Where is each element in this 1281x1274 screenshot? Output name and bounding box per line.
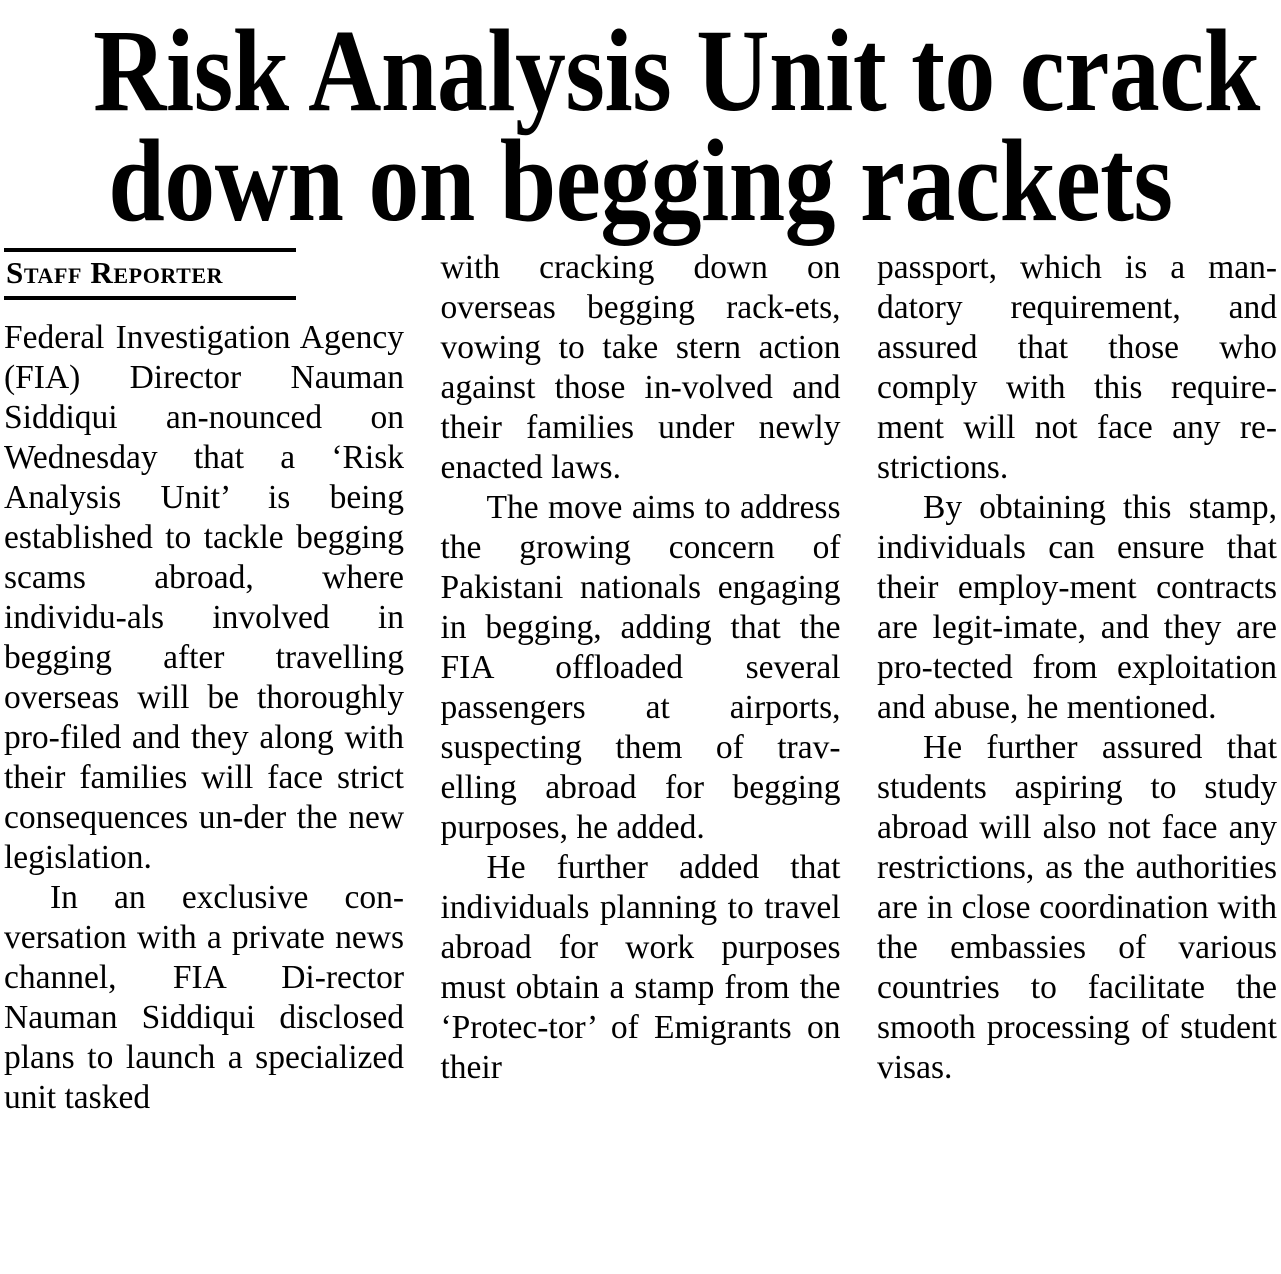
article-column-2 [441,248,841,1088]
page-title [93,0,1260,246]
headline-line-1: Risk Analysis Unit to crack [93,5,1260,136]
paragraph: passport, which is a man-datory requirement, and assured that those who comply with this require-ment will not face any re-strictions. [877,249,1277,486]
paragraph: with cracking down on overseas begging rack-ets, vowing to take stern action against those in-volved and their families under newly enacted laws. [440,249,841,486]
byline-rule-bottom [4,296,296,300]
byline-text: Staff Reporter [6,255,224,290]
paragraph: He further assured that students aspiring to study abroad will also not face any restrictions, as the authorities are in close coordination with the embassies of various countries to facilitate the smooth processing of student visas. [877,729,1277,1086]
headline-line-2: down on begging rackets [108,114,1173,246]
paragraph: Federal Investigation Agency (FIA) Director Nauman Siddiqui an-nounced on Wednesday that a ‘Risk Analysis Unit’ is being established to tackle begging scams abroad, where individu-als involved in begging after travelling overseas will be thoroughly pro-filed and they along with their families will face strict consequences un-der the new legislation. [4,318,405,876]
paragraph: In an exclusive con-versation with a private news channel, FIA Di-rector Nauman Siddiqui disclosed plans to launch a specialized unit tasked [4,878,404,1116]
article-columns [4,248,1277,1274]
paragraph: The move aims to address the growing concern of Pakistani nationals engaging in begging, adding that the FIA offloaded several passengers at airports, suspecting them of trav-elling abroad for begging purposes, he added. [440,489,841,846]
paragraph: By obtaining this stamp, individuals can ensure that their employ-ment contracts are legit-imate, and they are pro-tected from exploitation and abuse, he mentioned. [877,489,1277,726]
byline [4,248,296,300]
article-column-3 [877,248,1277,1088]
article-column-1 [4,248,404,1118]
paragraph: He further added that individuals planning to travel abroad for work purposes must obtain a stamp from the ‘Protec-tor’ of Emigrants on their [440,849,841,1086]
